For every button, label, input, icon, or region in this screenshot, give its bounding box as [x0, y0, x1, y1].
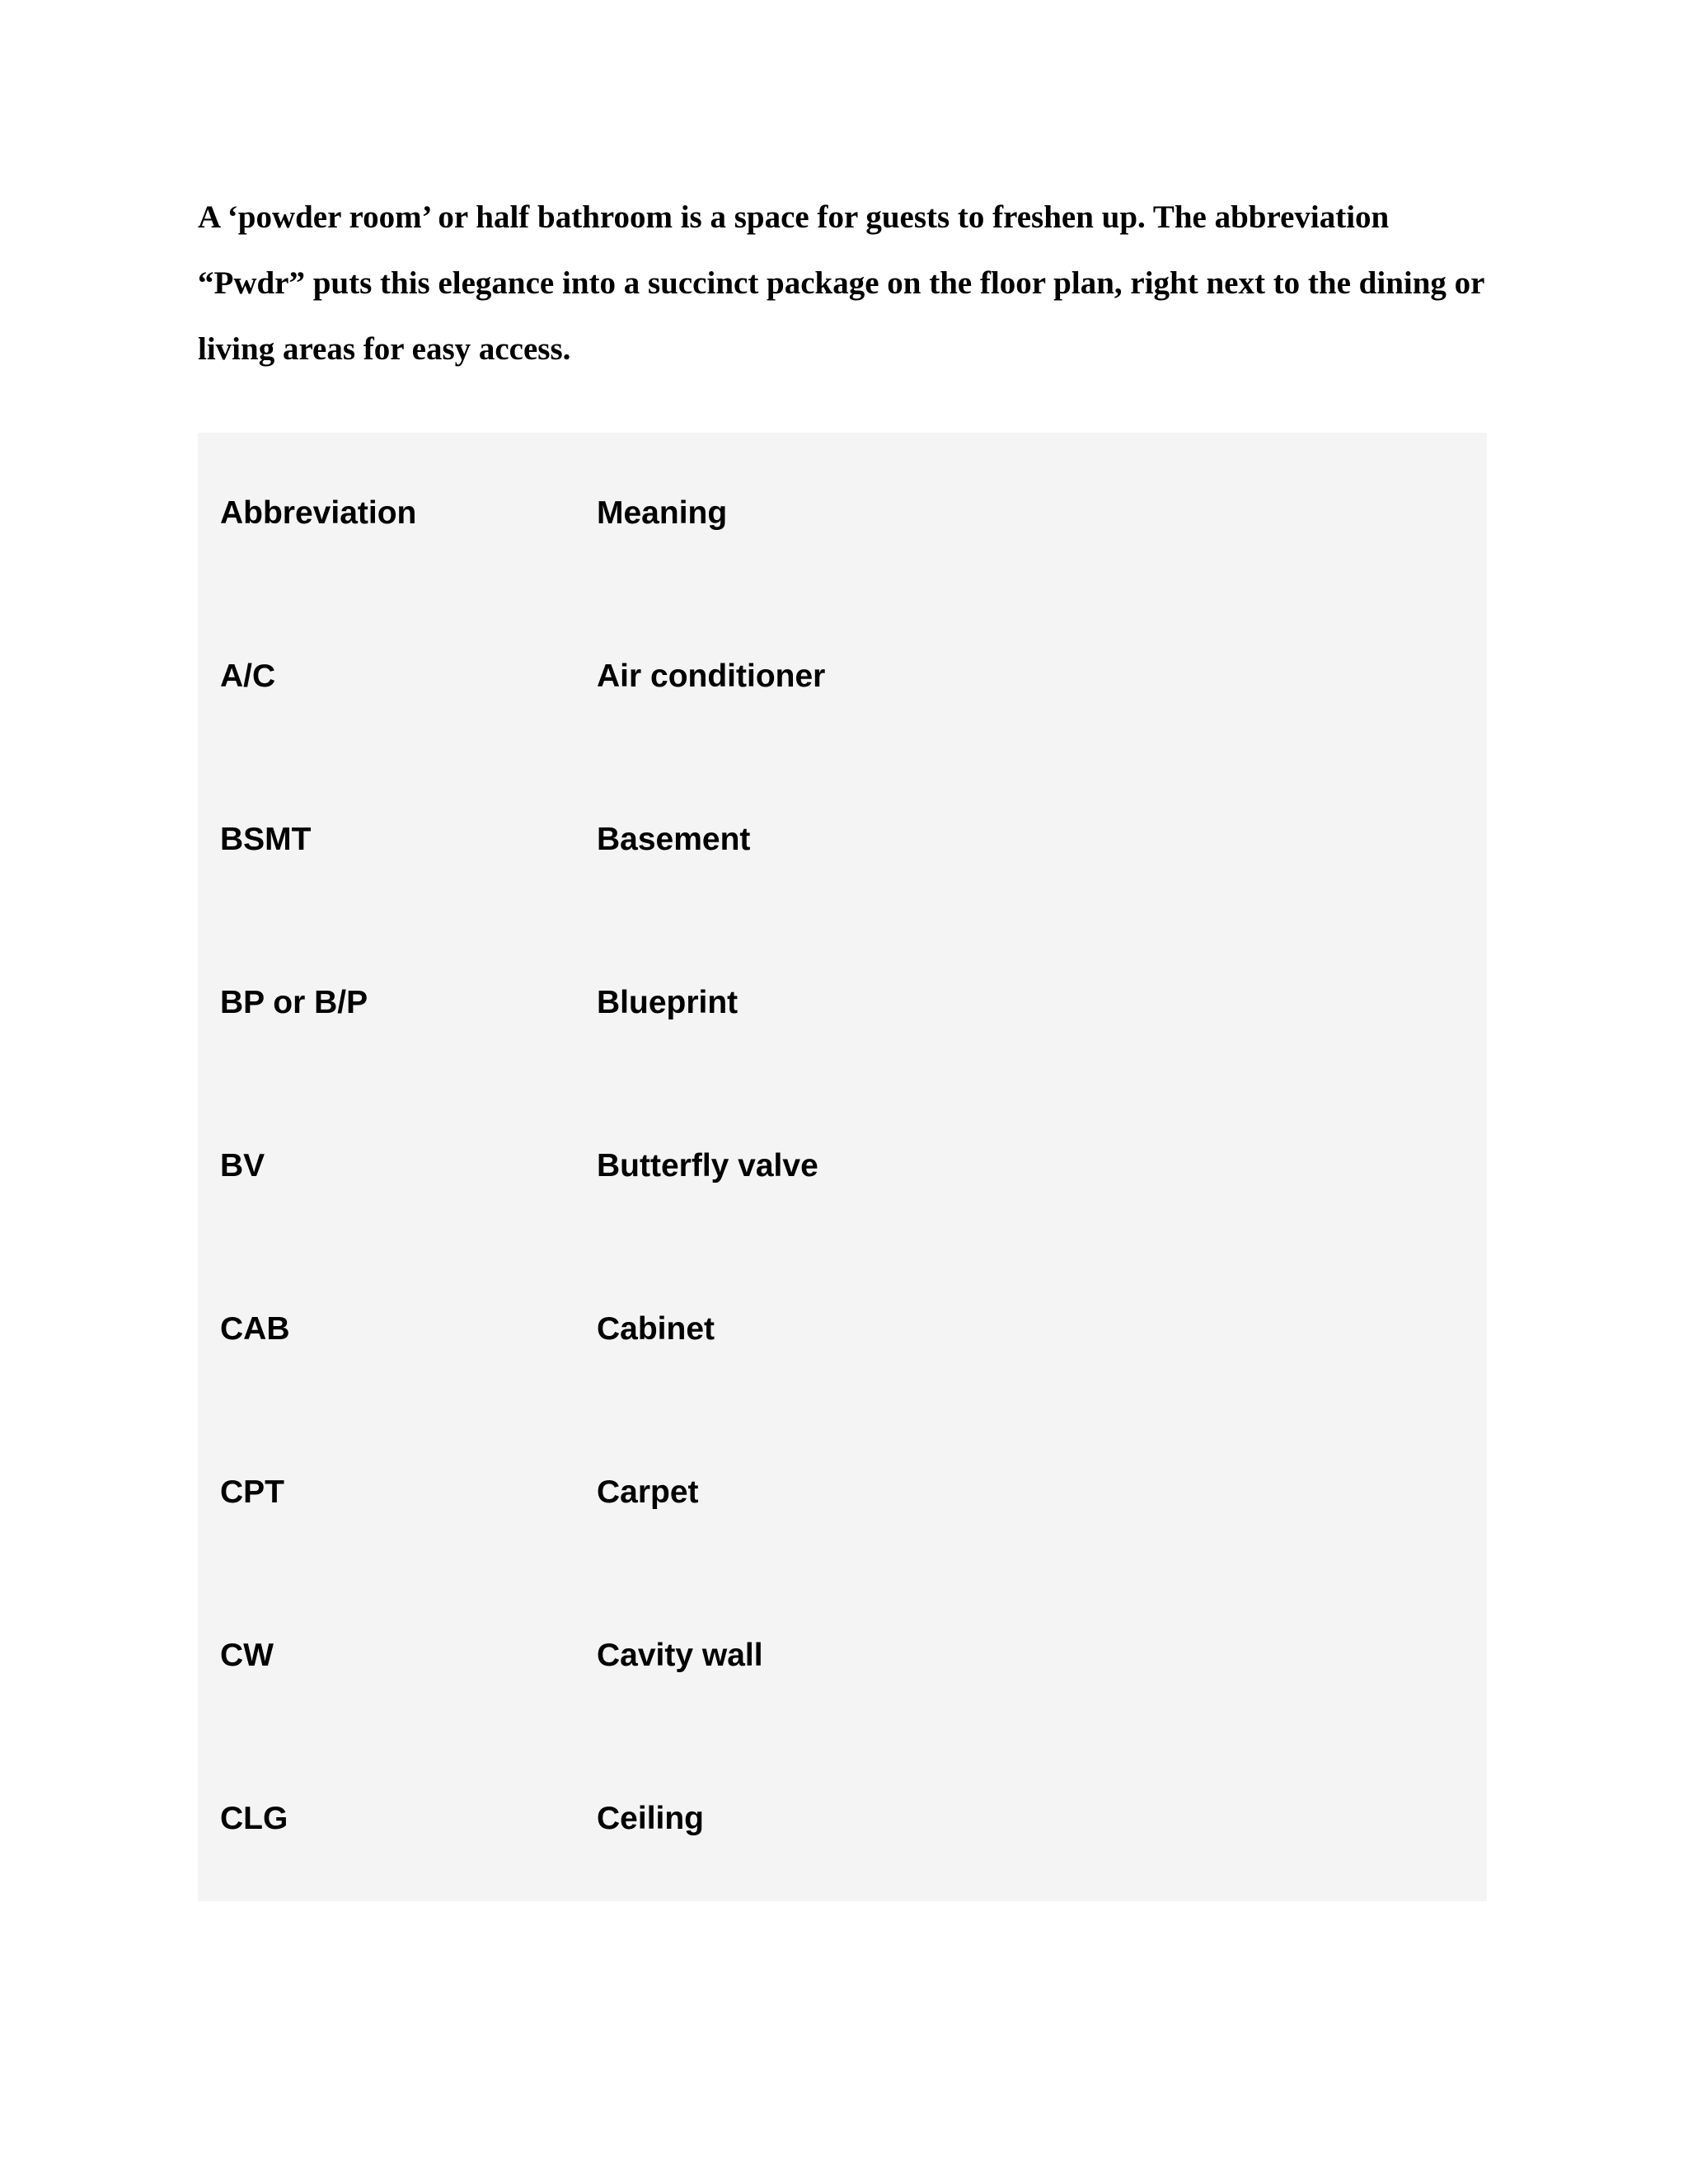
meaning-cell: Ceiling — [597, 1801, 705, 1836]
abbreviation-cell: BV — [220, 1148, 265, 1183]
abbreviation-cell: CW — [220, 1638, 274, 1673]
meaning-cell: Air conditioner — [597, 658, 826, 694]
meaning-cell: Basement — [597, 822, 751, 857]
table-header-row — [198, 480, 1487, 546]
table-row — [198, 1460, 1487, 1526]
abbreviation-cell: BSMT — [220, 822, 312, 857]
meaning-cell: Cabinet — [597, 1311, 715, 1347]
header-abbreviation: Abbreviation — [220, 495, 417, 531]
meaning-cell: Cavity wall — [597, 1638, 763, 1673]
abbreviation-cell: CAB — [220, 1311, 290, 1347]
header-meaning: Meaning — [597, 495, 728, 531]
intro-paragraph: A ‘powder room’ or half bathroom is a space for guests to freshen up. The abbreviation “Pwdr” puts this elegance into a succinct package on the floor plan, right next to the dining or living areas for easy access. — [198, 199, 1484, 367]
table-row — [198, 644, 1487, 710]
abbreviation-cell: A/C — [220, 658, 276, 694]
table-row — [198, 1623, 1487, 1689]
table-row — [198, 1296, 1487, 1362]
table-row — [198, 1133, 1487, 1199]
abbreviation-table — [198, 433, 1487, 1901]
meaning-cell: Butterfly valve — [597, 1148, 818, 1183]
meaning-cell: Blueprint — [597, 985, 738, 1020]
table-row — [198, 1786, 1487, 1852]
table-row — [198, 807, 1487, 873]
abbreviation-cell: BP or B/P — [220, 985, 368, 1020]
meaning-cell: Carpet — [597, 1474, 699, 1510]
abbreviation-cell: CPT — [220, 1474, 284, 1510]
table-row — [198, 970, 1487, 1036]
abbreviation-cell: CLG — [220, 1801, 288, 1836]
